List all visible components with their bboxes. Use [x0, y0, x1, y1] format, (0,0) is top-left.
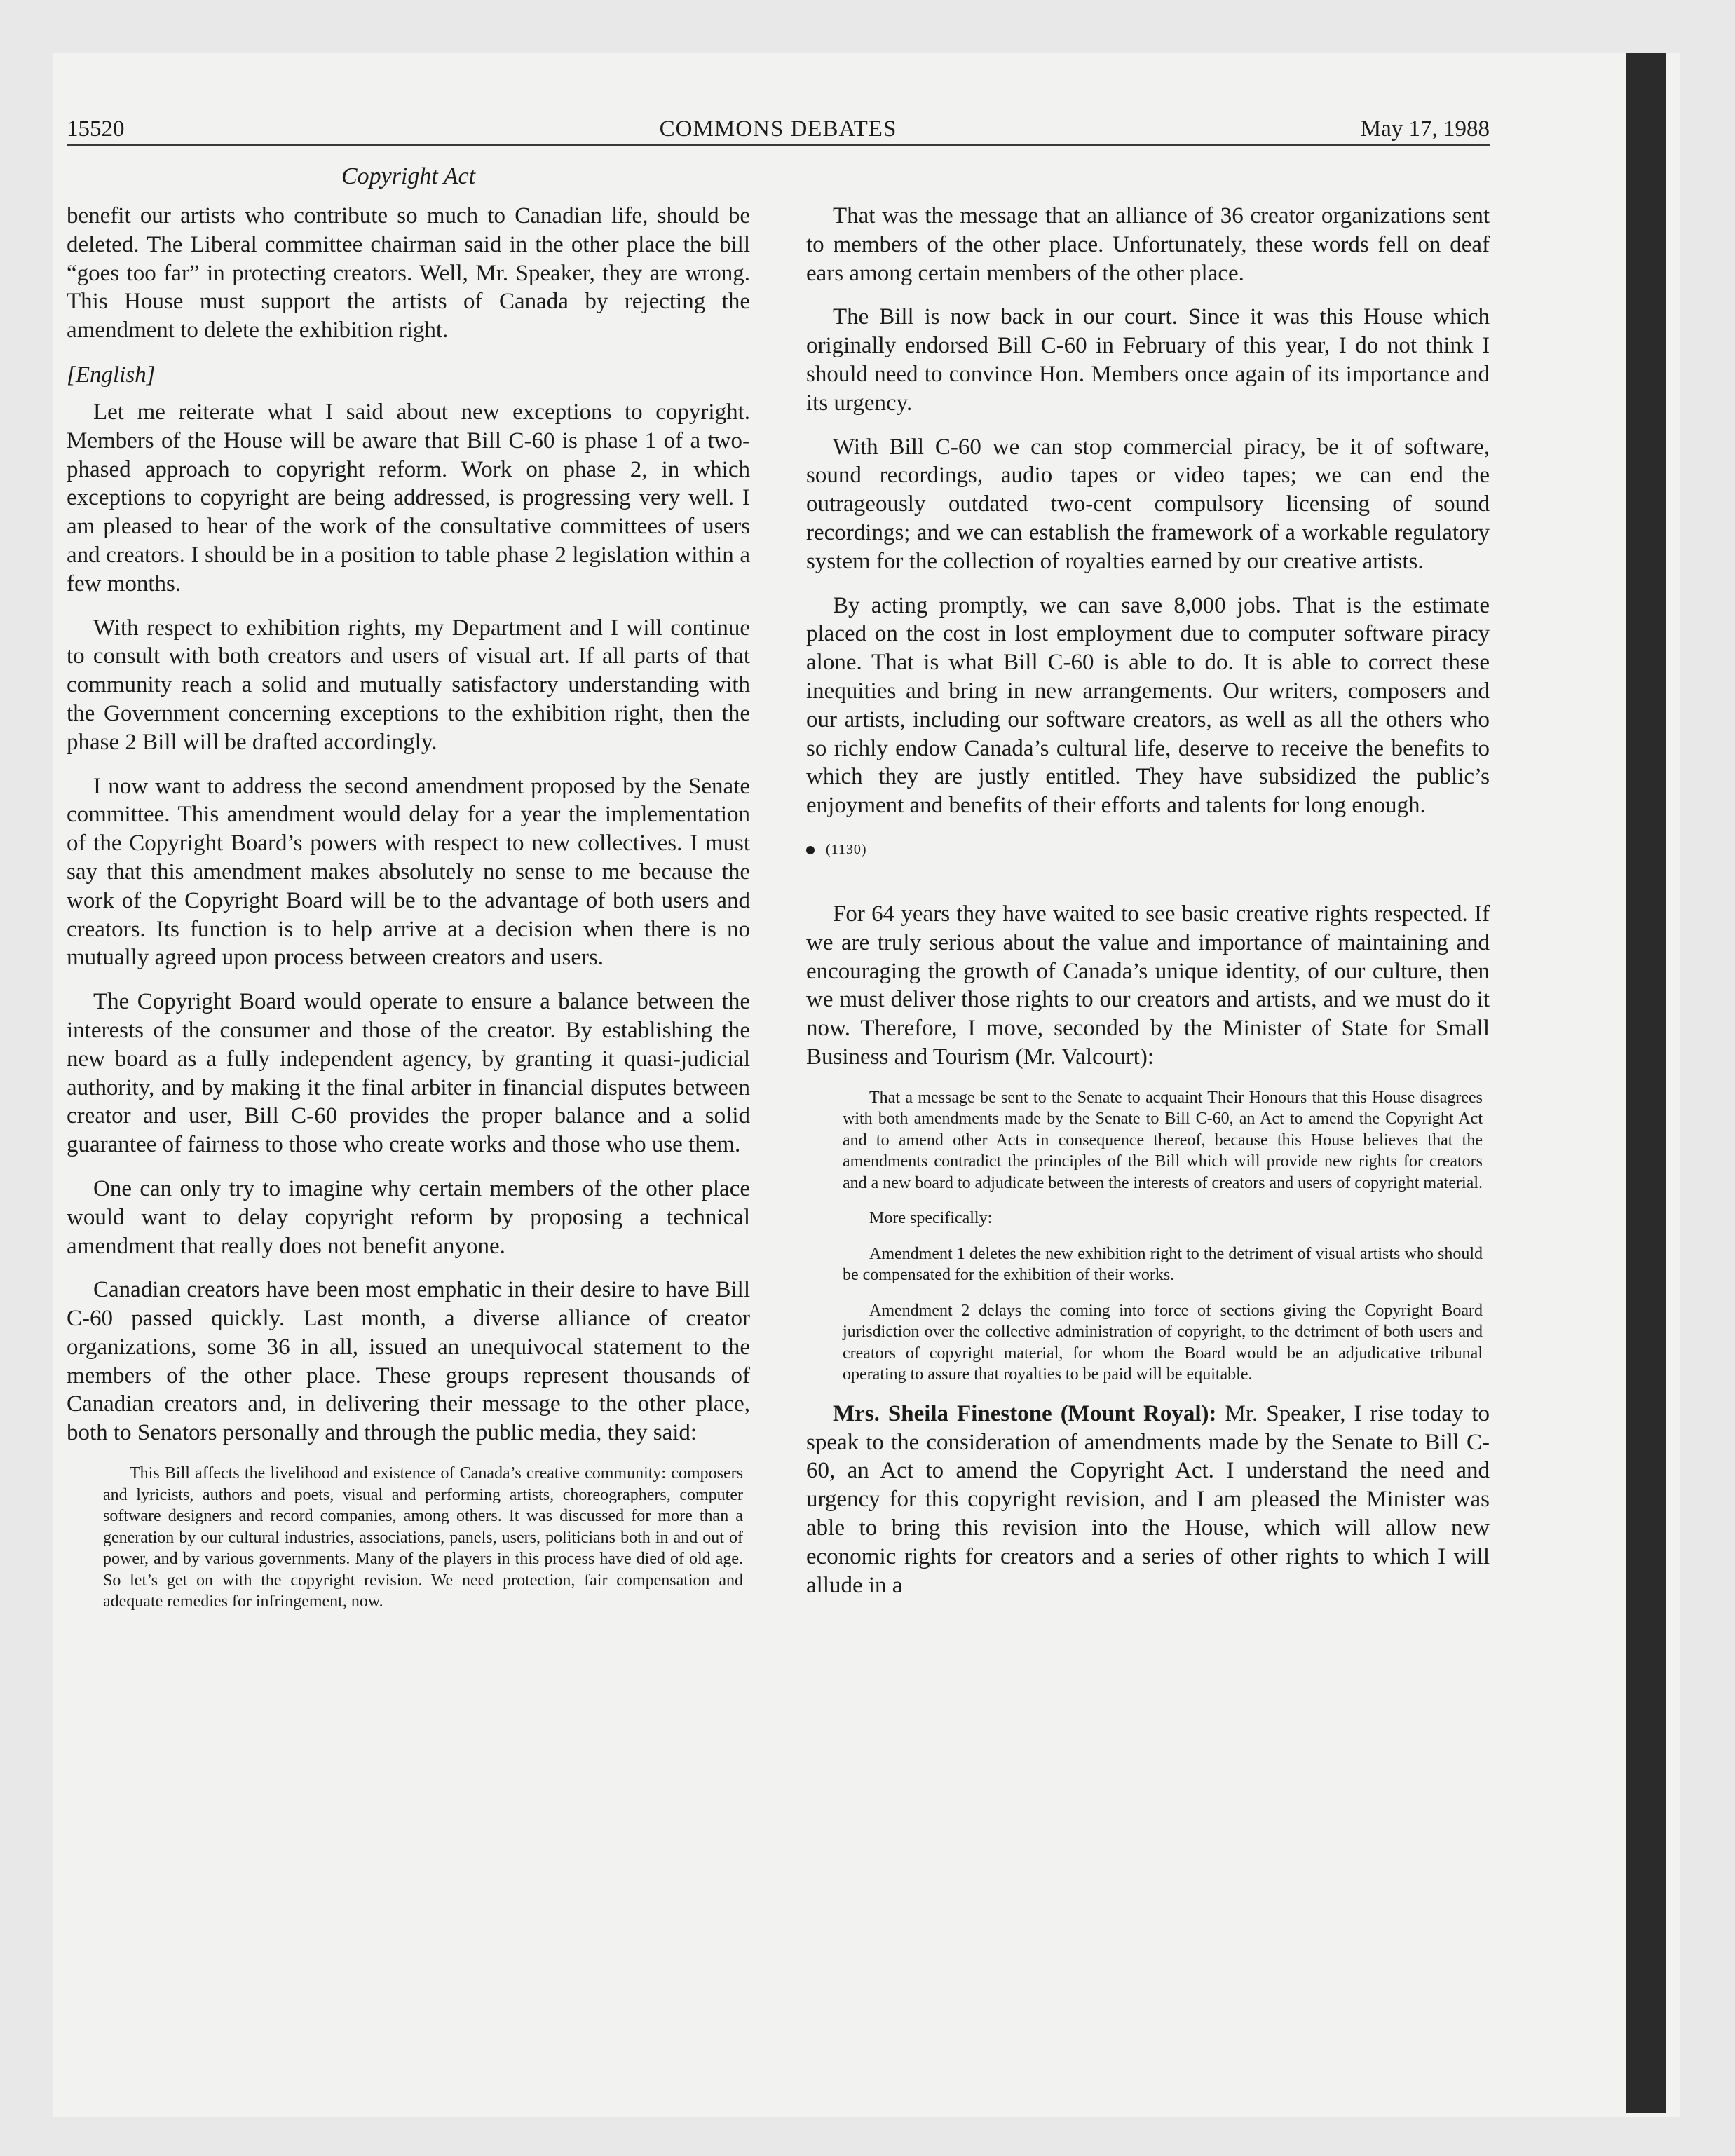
publication-title: COMMONS DEBATES — [659, 116, 897, 142]
speaker-name: Mrs. Sheila Finestone (Mount Royal): — [833, 1400, 1217, 1426]
body-paragraph: For 64 years they have waited to see basic creative rights respected. If we are truly serious about the value and importance of maintaining and encouraging the growth of Canada’s unique identity, of our culture, then we must deliver those rights to our creators and artists, and we must do it now. Therefore, I move, seconded by the Minister of State for Small Business and Tourism (Mr. Valcourt): — [806, 901, 1490, 1070]
publication-date: May 17, 1988 — [1360, 116, 1490, 142]
speech-paragraph — [806, 1400, 1490, 1600]
body-paragraph: By acting promptly, we can save 8,000 jobs. That is the estimate placed on the cost in lost employment due to computer software piracy alone. That is what Bill C-60 is able to do. It is able to correct these inequities and bring in new arrangements. Our writers, composers and our artists, including our software creators, as well as all the others who so richly endow Canada’s cultural life, deserve to receive the benefits to which they are justly entitled. They have subsidized the public’s enjoyment and benefits of their efforts and talents for long enough. — [806, 592, 1490, 819]
page-number: 15520 — [67, 116, 125, 142]
body-paragraph: The Copyright Board would operate to ensure a balance between the interests of the consumer and those of the creator. By establishing the new board as a fully independent agency, by granting it quasi-judicial authority, and by making it the final arbiter in financial disputes between creator and user, Bill C-60 provides the proper balance and a solid guarantee of fairness to those who create works and those who use them. — [67, 989, 750, 1158]
time-marker — [806, 835, 1490, 864]
body-paragraph: benefit our artists who contribute so much to Canadian life, should be deleted. The Liberal committee chairman said in the other place the bill “goes too far” in protecting creators. Well, Mr. Speaker, they are wrong. This House must support the artists of Canada by rejecting the amendment to delete the exhibition right. — [67, 203, 750, 343]
body-paragraph: I now want to address the second amendment proposed by the Senate committee. This amendment would delay for a year the implementation of the Copyright Board’s powers with respect to new collectives. I must say that this amendment makes absolutely no sense to me because the work of the Copyright Board will be to the advantage of both users and creators. Its function is to help arrive at a decision when there is no mutually agreed upon process between creators and users. — [67, 773, 750, 971]
body-paragraph: Canadian creators have been most emphatic in their desire to have Bill C-60 passed quickly. Last month, a diverse alliance of creator organizations, some 36 in all, issued an unequivocal statement to the members of the other place. These groups represent thousands of Canadian creators and, in delivering their message to the other place, both to Senators personally and through the public media, they said: — [67, 1277, 750, 1446]
body-paragraph: The Bill is now back in our court. Since it was this House which originally endorsed Bill C-60 in February of this year, I do not think I should need to convince Hon. Members once again of its importance and its urgency. — [806, 304, 1490, 416]
scan-edge-bar — [1626, 53, 1666, 2113]
quoted-passage: More specifically: — [869, 1209, 993, 1228]
body-paragraph: That was the message that an alliance of 36 creator organizations sent to members of the other place. Unfortunately, these words fell on deaf ears among certain members of the other place. — [806, 203, 1490, 286]
quoted-passage: Amendment 1 deletes the new exhibition right to the detriment of visual artists who should be compensated for the exhibition of their works. — [843, 1244, 1483, 1285]
right-column — [806, 202, 1490, 1615]
speech-text: Mr. Speaker, I rise today to speak to the consideration of amendments made by the Senate to Bill C-60, an Act to amend the Copyright Act. I understand the need and urgency for this copyright revision, and I am pleased the Minister was able to bring this revision into the House, which will allow new economic rights for creators and a series of other rights to which I will allude in a — [806, 1400, 1490, 1598]
body-paragraph: One can only try to imagine why certain members of the other place would want to delay copyright reform by proposing a technical amendment that really does not benefit anyone. — [67, 1175, 750, 1259]
quoted-passage: Amendment 2 delays the coming into force of sections giving the Copyright Board jurisdiction over the collective administration of copyright, to the detriment of both users and creators of copyright material, for whom the Board would be an adjudicative tribunal operating to assure that royalties to be paid will be equitable. — [843, 1301, 1483, 1384]
quoted-passage: That a message be sent to the Senate to acquaint Their Honours that this House disagrees with both amendments made by the Senate to Bill C-60, an Act to amend the Copyright Act and to amend other Acts in consequence thereof, because this House believes that the amendments contradict the principles of the Bill which will provide new rights for creators and a new board to adjudicate between the interests of creators and users of copyright material. — [843, 1088, 1483, 1192]
body-paragraph: With Bill C-60 we can stop commercial piracy, be it of software, sound recordings, audio tapes or video tapes; we can end the outrageously outdated two-cent compulsory licensing of sound recordings; and we can establish the framework of a workable regulatory system for the collection of royalties earned by our creative artists. — [806, 434, 1490, 574]
left-column — [67, 202, 750, 1627]
language-marker: [English] — [67, 362, 156, 388]
time-marker-label: (1130) — [826, 841, 867, 857]
quoted-passage: This Bill affects the livelihood and existence of Canada’s creative community: composers and lyricists, authors and poets, visual and performing artists, choreographers, computer software designers and record companies, among others. It was discussed for more than a generation by our cultural industries, associations, panels, users, politicians both in and out of power, and by various governments. Many of the players in this process have died of old age. So let’s get on with the copyright revision. We need protection, fair compensation and adequate remedies for infringement, now. — [103, 1464, 743, 1611]
bullet-icon — [806, 846, 815, 854]
body-paragraph: Let me reiterate what I said about new exceptions to copyright. Members of the House will be aware that Bill C-60 is phase 1 of a two-phased approach to copyright reform. Work on phase 2, in which exceptions to copyright are being addressed, is progressing very well. I am pleased to hear of the work of the consultative committees of users and creators. I should be in a position to table phase 2 legislation within a few months. — [67, 399, 750, 596]
page-header — [67, 114, 1490, 146]
body-paragraph: With respect to exhibition rights, my Department and I will continue to consult with both creators and users of visual art. If all parts of that community reach a solid and mutually satisfactory understanding with the Government concerning exceptions to the exhibition right, then the phase 2 Bill will be drafted accordingly. — [67, 615, 750, 755]
running-title: Copyright Act — [341, 163, 476, 189]
